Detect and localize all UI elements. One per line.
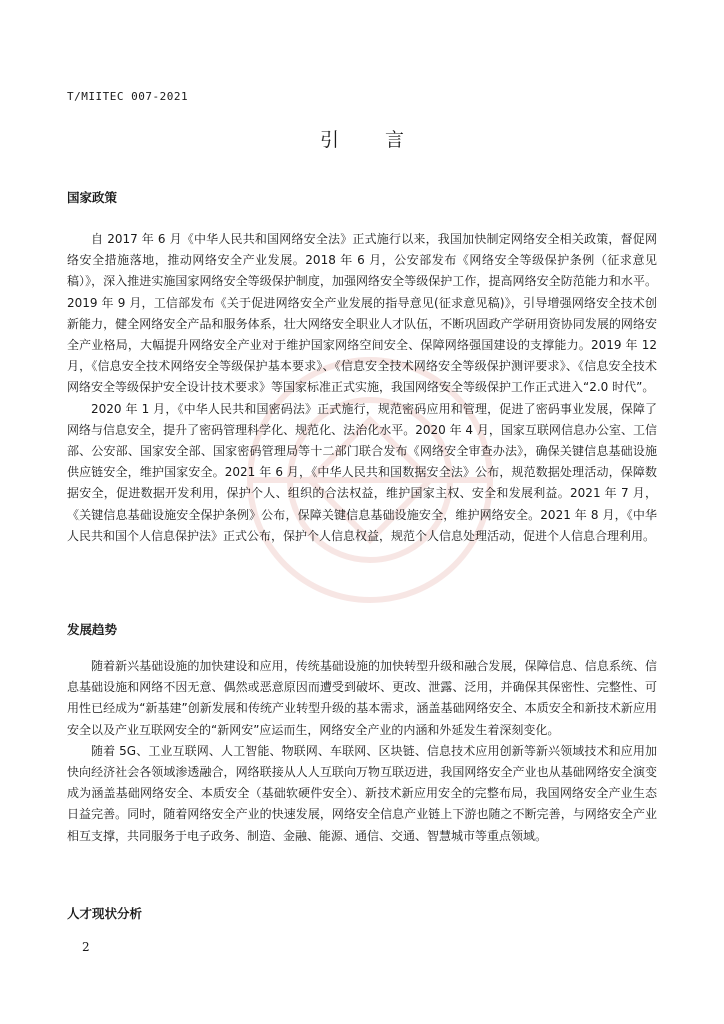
section-body-policy xyxy=(67,229,657,547)
paragraph: 随着新兴基础设施的加快建设和应用，传统基础设施的加快转型升级和融合发展，保障信息、信息系统、信息基础设施和网络不因无意、偶然或恶意原因而遭受到破坏、更改、泄露、泛用，并确保其保密性、完整性、可用性已经成为“新基建”创新发展和传统产业转型升级的基本需求，涵盖基础网络安全、本质安全和新技术新应用安全以及产业互联网安全的“新网安”应运而生，网络安全产业的内涵和外延发生着深刻变化。 xyxy=(67,659,657,737)
page-title: 引 言 xyxy=(319,129,425,151)
section-heading-policy: 国家政策 xyxy=(67,190,118,205)
section-body-trends xyxy=(67,656,657,847)
section-heading-talent: 人才现状分析 xyxy=(67,906,143,921)
section-heading-trends: 发展趋势 xyxy=(67,622,118,637)
page-number: 2 xyxy=(82,940,90,954)
document-code: T/MIITEC 007-2021 xyxy=(67,90,189,103)
paragraph: 自 2017 年 6 月《中华人民共和国网络安全法》正式施行以来，我国加快制定网络安全相关政策，督促网络安全措施落地，推动网络安全产业发展。2018 年 6 月，公安部发布《网络安全等级保护条例（征求意见稿）》，深入推进实施国家网络安全等级保护制度，加强网络安全等级保护工作，提高网络安全防范能力和水平。2019 年 9 月，工信部发布《关于促进网络安全产业发展的指导意见(征求意见稿)》，引导增强网络安全技术创新能力，健全网络安全产品和服务体系，壮大网络安全职业人才队伍，不断巩固政产学研用资协同发展的网络安全产业格局，大幅提升网络安全产业对于维护国家网络空间安全、保障网络强国建设的支撑能力。2019 年 12 月，《信息安全技术网络安全等级保护基本要求》、《信息安全技术网络安全等级保护测评要求》、《信息安全技术网络安全等级保护安全设计技术要求》等国家标准正式实施，我国网络安全等级保护工作正式进入“2.0 时代”。 xyxy=(67,232,657,395)
paragraph: 2020 年 1 月，《中华人民共和国密码法》正式施行，规范密码应用和管理，促进了密码事业发展，保障了网络与信息安全，提升了密码管理科学化、规范化、法治化水平。2020 年 4 月，国家互联网信息办公室、工信部、公安部、国家安全部、国家密码管理局等十二部门联合发布《网络安全审查办法》，确保关键信息基础设施供应链安全，维护国家安全。2021 年 6 月，《中华人民共和国数据安全法》公布，规范数据处理活动，保障数据安全，促进数据开发利用，保护个人、组织的合法权益，维护国家主权、安全和发展利益。2021 年 7 月，《关键信息基础设施安全保护条例》公布，保障关键信息基础设施安全，维护网络安全。2021 年 8 月，《中华人民共和国个人信息保护法》正式公布，保护个人信息权益，规范个人信息处理活动，促进个人信息合理利用。 xyxy=(67,401,657,543)
paragraph: 随着 5G、工业互联网、人工智能、物联网、车联网、区块链、信息技术应用创新等新兴领域技术和应用加快向经济社会各领域渗透融合，网络联接从人人互联向万物互联迈进，我国网络安全产业也从基础网络安全演变成为涵盖基础网络安全、本质安全（基础软硬件安全）、新技术新应用安全的完整布局，我国网络安全产业生态日益完善。同时，随着网络安全产业的快速发展，网络安全信息产业链上下游也随之不断完善，与网络安全产业相互支撑，共同服务于电子政务、制造、金融、能源、通信、交通、智慧城市等重点领域。 xyxy=(67,743,657,843)
